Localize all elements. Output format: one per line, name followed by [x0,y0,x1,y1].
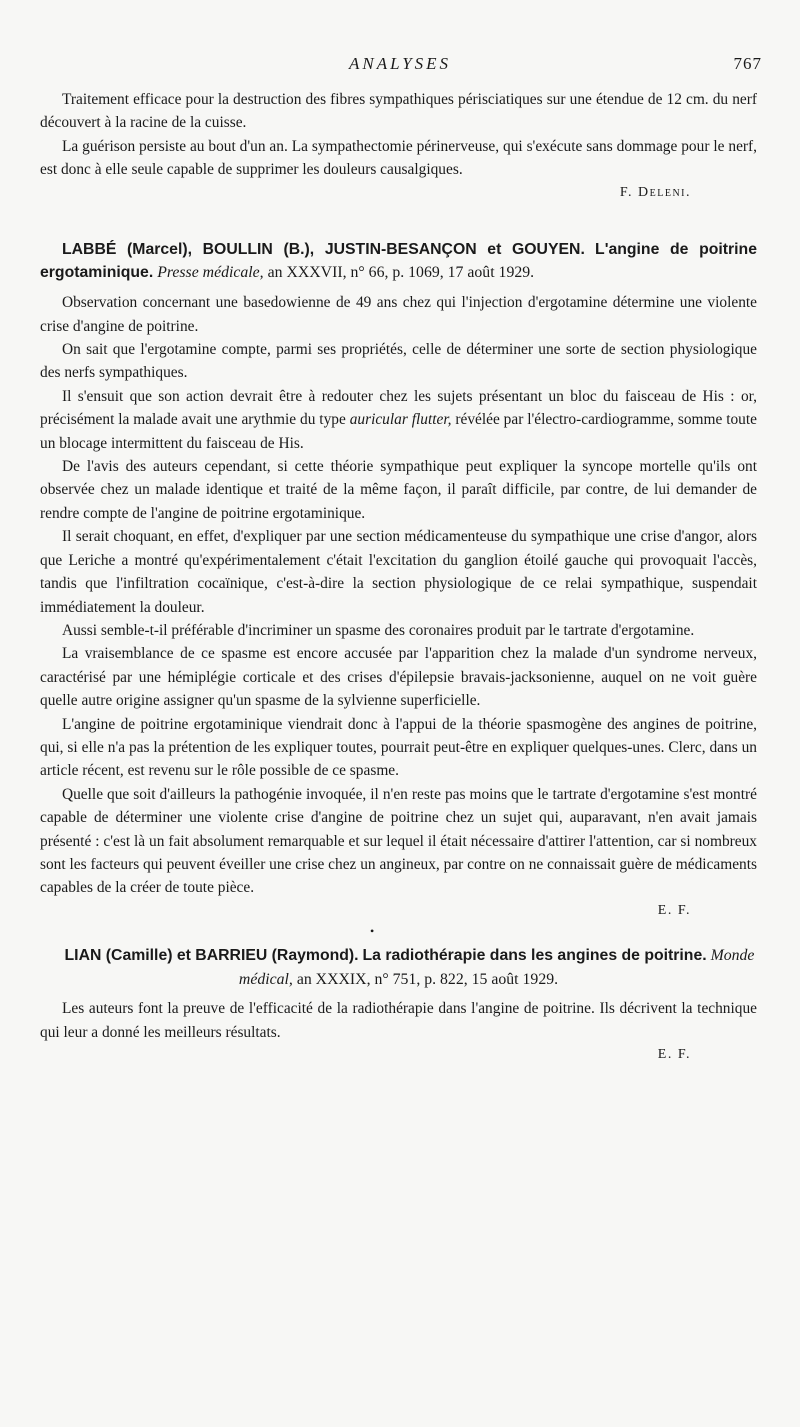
article-title: La radiothérapie dans les angines de poitrine. [362,946,707,964]
signature: E. F. [657,1047,691,1063]
paragraph: La vraisemblance de ce spasme est encore accusée par l'apparition chez la malade d'un syndrome nerveux, caractérisé par une hémiplégie corticale et des crises d'épilepsie bravais-jacksonienne, auquel on ne voit guère quelle autre origine assigner qu'un spasme de la sylvienne superficielle. [40,645,757,710]
article-labbe [40,238,757,922]
article-title: L'angine de poitrine ergotaminique. [40,240,757,282]
citation: an XXXIX, n° 751, p. 822, 15 août 1929. [296,970,559,988]
paragraph: Quelle que soit d'ailleurs la pathogénie invoquée, il n'en reste pas moins que le tartrate d'ergotamine s'est montré capable de déterminer une violente crise d'angine de poitrine chez un sujet qui, auparavant, n'en avait jamais présenté : c'est là un fait absolument remarquable et sur lequel il était nécessaire d'attirer l'attention, car si nombreux sont les facteurs qui peuvent éveiller une crise chez un angineux, par contre on ne connaissait guère de médicaments capables de la créer de toute pièce. [40,785,757,897]
italic-term: auricular flutter, [349,411,452,429]
article-lian [40,944,757,1066]
journal-name: Monde médical, [238,946,755,988]
paragraph: Traitement efficace pour la destruction des fibres sympathiques périsciatiques sur une étendue de 12 cm. du nerf découvert à la racine de la cuisse. [40,91,757,132]
citation: an XXXVII, n° 66, p. 1069, 17 août 1929. [267,264,535,282]
article-authors: LABBÉ (Marcel), BOULLIN (B.), JUSTIN-BESANÇON et GOUYEN. [62,240,585,258]
paragraph: On sait que l'ergotamine compte, parmi ses propriétés, celle de déterminer une sorte de section physiologique des nerfs sympathiques. [40,341,757,382]
paragraph: Observation concernant une basedowienne de 49 ans chez qui l'injection d'ergotamine détermine une violente crise d'angine de poitrine. [40,294,757,335]
separator-dot: • [370,923,375,938]
journal-name: Presse médicale, [157,264,264,282]
running-head [0,50,800,80]
article-authors: LIAN (Camille) et BARRIEU (Raymond). [64,946,359,964]
page-content [40,88,757,1066]
paragraph: Il s'ensuit que son action devrait être à redouter chez les sujets présentant un bloc du faisceau de His : or, précisément la malade avait une arythmie du type auricular flutter, révélée par l'électro-cardiogramme, somme toute un blocage intermittent du faisceau de His. [40,387,757,452]
signature: E. F. [657,902,691,918]
paragraph: Les auteurs font la preuve de l'efficacité de la radiothérapie dans l'angine de poitrine. Ils décrivent la technique qui leur a donné les meilleurs résultats. [40,1000,757,1041]
paragraph: Il serait choquant, en effet, d'expliquer par une section médicamenteuse du sympathique une crise d'angor, alors que Leriche a montré qu'expérimentalement c'était l'excitation du ganglion étoilé gauche qui provoquait l'accès, tandis que l'infiltration cocaïnique, c'est-à-dire la section physiologique de ce relai sympathique, suspendait immédiatement la douleur. [40,528,757,616]
paragraph: La guérison persiste au bout d'un an. La sympathectomie périnerveuse, qui s'exécute sans dommage pour le nerf, est donc à elle seule capable de supprimer les douleurs causalgiques. [40,137,757,179]
article-heading [40,238,757,286]
page-number: 767 [733,54,762,73]
article-deleni-tail [40,88,757,204]
signature: F. Deleni. [619,184,691,200]
paragraph: De l'avis des auteurs cependant, si cette théorie sympathique peut expliquer la syncope mortelle qu'ils ont observée chez un malade identique et traité de la même façon, il paraît difficile, par contre, de lui demander de rendre compte de l'angine de poitrine ergotaminique. [40,458,757,522]
running-title: ANALYSES [348,54,452,73]
article-heading [40,944,757,992]
paragraph: L'angine de poitrine ergotaminique viendrait donc à l'appui de la théorie spasmogène des angines de poitrine, qui, si elle n'a pas la prétention de les expliquer toutes, pourrait peut-être en expliquer quelques-unes. Clerc, dans un article récent, est revenu sur le rôle possible de ce spasme. [40,715,757,780]
paragraph: Aussi semble-t-il préférable d'incriminer un spasme des coronaires produit par le tartrate d'ergotamine. [62,621,695,639]
